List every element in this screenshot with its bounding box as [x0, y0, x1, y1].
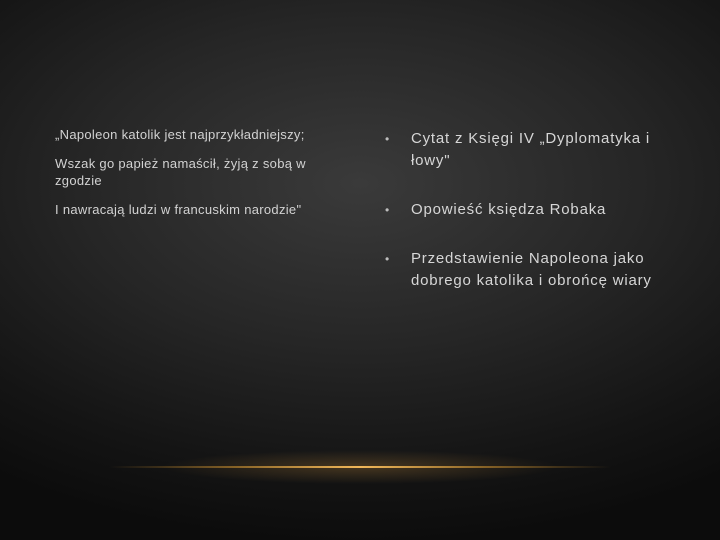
quote-text-block [55, 126, 340, 230]
quote-line: Wszak go papież namaścił, żyją z sobą w zgodzie [55, 156, 306, 188]
quote-line: „Napoleon katolik jest najprzykładniejszy; [55, 127, 305, 142]
accent-line [110, 466, 610, 468]
bullet-text: Przedstawienie Napoleona jako dobrego katolika i obrońcę wiary [411, 250, 652, 289]
quote-line: I nawracają ludzi w francuskim narodzie" [55, 202, 302, 217]
bullet-dot-icon: • [385, 132, 391, 146]
bullet-text: Opowieść księdza Robaka [411, 201, 607, 218]
bullet-item [385, 248, 685, 292]
bullet-item [385, 199, 685, 221]
bullet-text: Cytat z Księgi IV „Dyplomatyka i łowy" [411, 130, 650, 169]
bullet-list [385, 128, 685, 309]
bullet-item [385, 128, 685, 172]
bullet-dot-icon: • [385, 252, 391, 266]
bullet-dot-icon: • [385, 203, 391, 217]
